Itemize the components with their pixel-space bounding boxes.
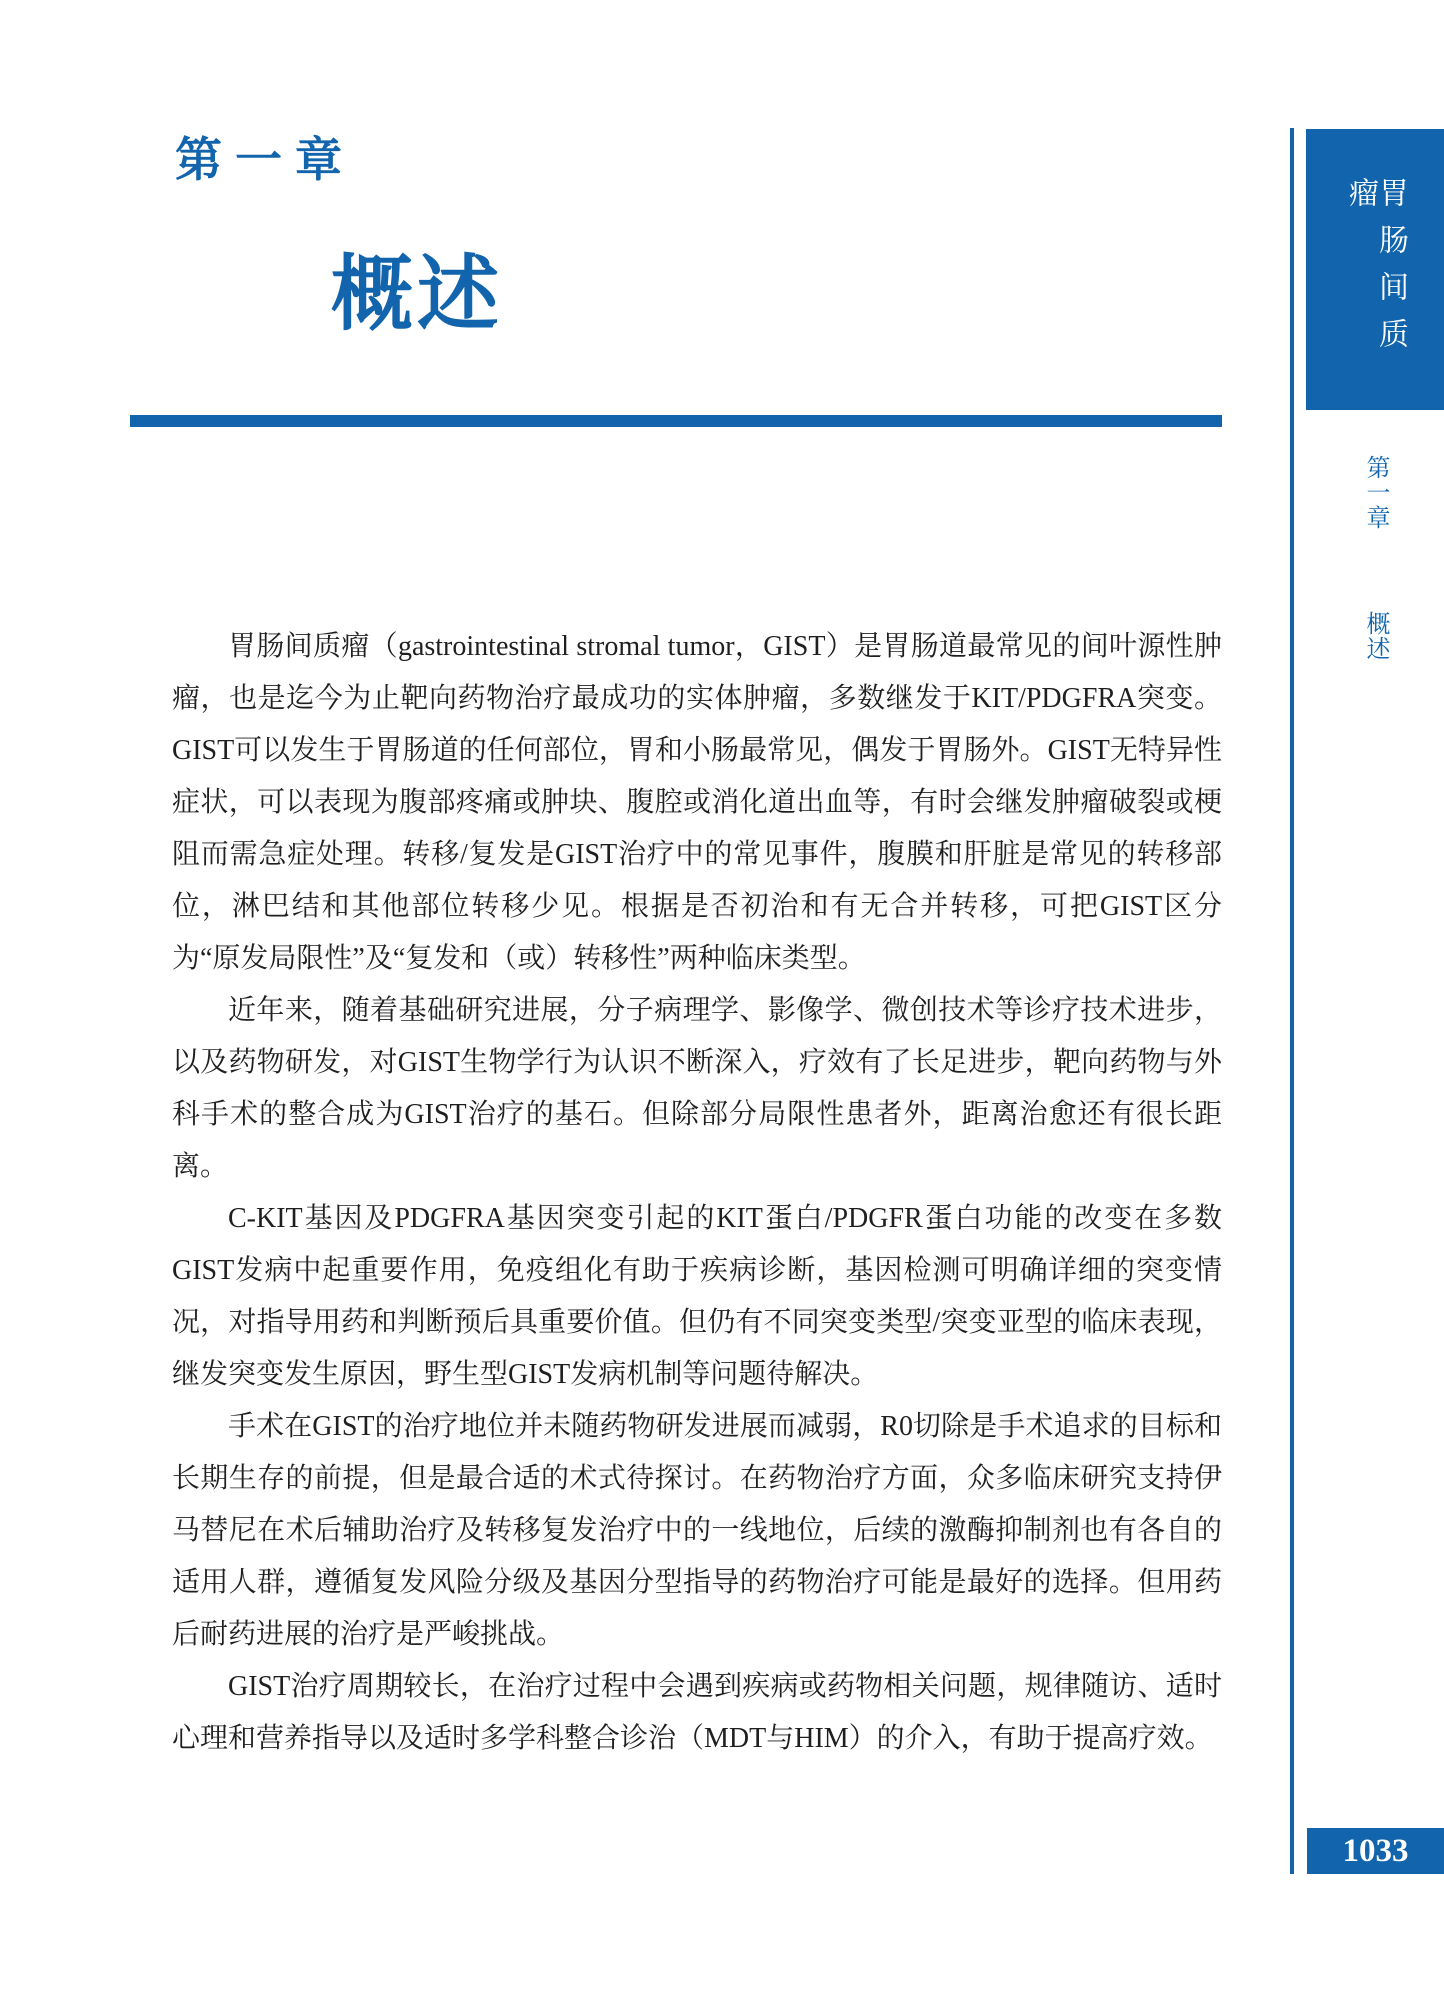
sidebar-chapter-title — [1306, 611, 1444, 661]
paragraph-intro: 胃肠间质瘤（gastrointestinal stromal tumor，GIST）是胃肠道最常见的间叶源性肿瘤，也是迄今为止靶向药物治疗最成功的实体肿瘤，多数继发于KIT/PDGFRA突变。GIST可以发生于胃肠道的任何部位，胃和小肠最常见，偶发于胃肠外。GIST无特异性症状，可以表现为腹部疼痛或肿块、腹腔或消化道出血等，有时会继发肿瘤破裂或梗阻而需急症处理。转移/复发是GIST治疗中的常见事件，腹膜和肝脏是常见的转移部位，淋巴结和其他部位转移少见。根据是否初治和有无合并转移，可把GIST区分为“原发局限性”及“复发和（或）转移性”两种临床类型。 — [172, 631, 1222, 974]
paragraph-progress: 近年来，随着基础研究进展，分子病理学、影像学、微创技术等诊疗技术进步，以及药物研发，对GIST生物学行为认识不断深入，疗效有了长足进步，靶向药物与外科手术的整合成为GIST治疗的基石。但除部分局限性患者外，距离治愈还有很长距离。 — [172, 995, 1222, 1182]
sidebar-chapter-label — [1306, 455, 1444, 530]
sidebar-divider-line — [1290, 128, 1294, 1874]
paragraph-genetics: C-KIT基因及PDGFRA基因突变引起的KIT蛋白/PDGFR蛋白功能的改变在多数GIST发病中起重要作用，免疫组化有助于疾病诊断，基因检测可明确详细的突变情况，对指导用药和判断预后具重要价值。但仍有不同突变类型/突变亚型的临床表现，继发突变发生原因，野生型GIST发病机制等问题待解决。 — [172, 1203, 1222, 1390]
page-title: 概述 — [331, 249, 504, 340]
title-rule-divider — [130, 415, 1222, 427]
body-text — [172, 621, 1222, 1765]
paragraph-treatment: 手术在GIST的治疗地位并未随药物研发进展而减弱，R0切除是手术追求的目标和长期生存的前提，但是最合适的术式待探讨。在药物治疗方面，众多临床研究支持伊马替尼在术后辅助治疗及转移复发治疗中的一线地位，后续的激酶抑制剂也有各自的适用人群，遵循复发风险分级及基因分型指导的药物治疗可能是最好的选择。但用药后耐药进展的治疗是严峻挑战。 — [172, 1411, 1222, 1650]
page-number-badge: 1033 — [1307, 1828, 1444, 1874]
sidebar-chapter-label-text: 第一章 — [1362, 455, 1388, 530]
part-title-tab — [1306, 129, 1444, 410]
part-title-vertical-text: 胃肠间质瘤 — [1344, 177, 1407, 365]
paragraph-followup: GIST治疗周期较长，在治疗过程中会遇到疾病或药物相关问题，规律随访、适时心理和营养指导以及适时多学科整合诊治（MDT与HIM）的介入，有助于提高疗效。 — [172, 1671, 1222, 1754]
chapter-label: 第一章 — [175, 133, 355, 186]
sidebar-chapter-title-text: 概述 — [1362, 611, 1388, 661]
